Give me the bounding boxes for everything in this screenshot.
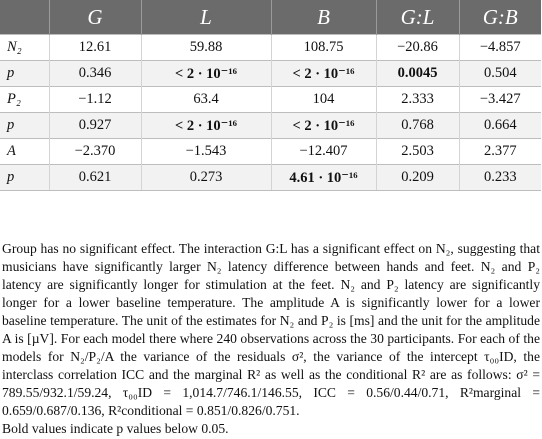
table-cell: −3.427: [459, 87, 541, 113]
header-cell: G:L: [376, 0, 459, 35]
table-cell: 108.75: [271, 35, 376, 61]
table-cell: < 2 · 10⁻¹⁶: [271, 113, 376, 139]
table-cell: 0.273: [141, 165, 271, 191]
table-row: [0, 61, 541, 87]
table-row: [0, 113, 541, 139]
table-header-row: [0, 0, 541, 35]
table-cell: 2.503: [376, 139, 459, 165]
row-label: p: [0, 113, 49, 139]
table-cell: −1.12: [49, 87, 141, 113]
row-label: N₂: [0, 35, 49, 61]
table-cell: −2.370: [49, 139, 141, 165]
header-cell: L: [141, 0, 271, 35]
footnote-caption: Bold values indicate p values below 0.05.: [2, 421, 229, 436]
table-cell: 63.4: [141, 87, 271, 113]
table-cell: 0.621: [49, 165, 141, 191]
table-cell: 0.209: [376, 165, 459, 191]
row-label: P₂: [0, 87, 49, 113]
table-cell: 0.346: [49, 61, 141, 87]
row-label: A: [0, 139, 49, 165]
row-label: p: [0, 165, 49, 191]
header-cell: B: [271, 0, 376, 35]
table-cell: −12.407: [271, 139, 376, 165]
table-cell: < 2 · 10⁻¹⁶: [141, 61, 271, 87]
header-cell: [0, 0, 49, 35]
table-cell: 2.333: [376, 87, 459, 113]
table-cell: 104: [271, 87, 376, 113]
table-row: [0, 139, 541, 165]
table-cell: 0.768: [376, 113, 459, 139]
table-row: [0, 87, 541, 113]
table-cell: 0.233: [459, 165, 541, 191]
table-cell: −20.86: [376, 35, 459, 61]
table-cell: < 2 · 10⁻¹⁶: [271, 61, 376, 87]
table-cell: 0.504: [459, 61, 541, 87]
table-cell: 59.88: [141, 35, 271, 61]
table-footnote: [0, 240, 542, 438]
table-cell: 12.61: [49, 35, 141, 61]
table-row: [0, 165, 541, 191]
table-cell: −4.857: [459, 35, 541, 61]
table-cell: 2.377: [459, 139, 541, 165]
table-cell: 0.0045: [376, 61, 459, 87]
results-table: [0, 0, 541, 191]
row-label: p: [0, 61, 49, 87]
table-cell: 0.664: [459, 113, 541, 139]
table-row: [0, 35, 541, 61]
footnote-paragraph: Group has no significant effect. The interaction G:L has a significant effect on N₂, suggesting that musicians have significantly larger N₂ latency difference between hands and feet. N₂ and P₂ latency are significantly longer for stimulation at the feet. N₂ and P₂ latency are significantly longer for a lower baseline temperature. The amplitude A is significantly lower for a lower baseline temperature. The unit of the estimates for N₂ and P₂ is [ms] and the unit for the amplitude A is [µV]. For each model there where 240 observations across the 30 participants. For each of the models for N₂/P₂/A the variance of the residuals σ², the variance of the intercept τ₀₀ID, the interclass correlation ICC and the marginal R² as well as the conditional R² are as follows: σ² = 789.55/932.1/59.24, τ₀₀ID = 1,014.7/746.1/146.55, ICC = 0.56/0.44/0.71, R²marginal = 0.659/0.687/0.136, R²conditional = 0.851/0.826/0.751.: [2, 241, 540, 418]
table-cell: 4.61 · 10⁻¹⁶: [271, 165, 376, 191]
table-cell: < 2 · 10⁻¹⁶: [141, 113, 271, 139]
header-cell: G:B: [459, 0, 541, 35]
header-cell: G: [49, 0, 141, 35]
table-cell: −1.543: [141, 139, 271, 165]
table-cell: 0.927: [49, 113, 141, 139]
